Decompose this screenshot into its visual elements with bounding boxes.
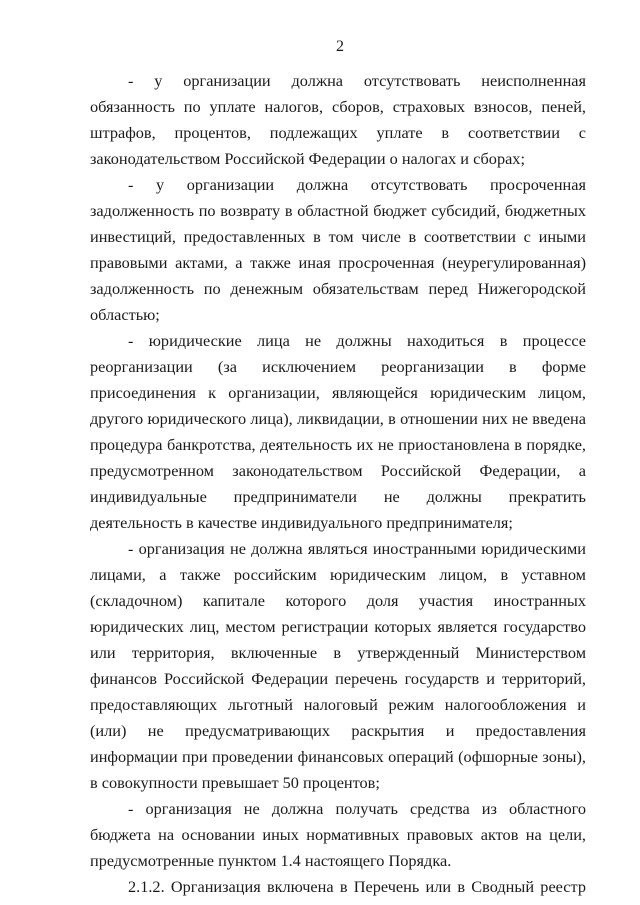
paragraph-foreign-entities: - организация не должна являться иностранными юридическими лицами, а также российским юридическим лицом, в уставном (складочном) капитале которого доля участия иностранных юридических лиц, местом регистрации которых является государство или территория, включенные в утвержденный Министерством финансов Российской Федерации перечень государств и территорий, предоставляющих льготный налоговый режим налогообложения и (или) не предусматривающих раскрытия и предоставления информации при проведении финансовых операций (офшорные зоны), в совокупности превышает 50 процентов; (90, 539, 586, 792)
paragraph-reorganization: - юридические лица не должны находиться в процессе реорганизации (за исключением реорганизации в форме присоединения к организации, являющейся юридическим лицом, другого юридического лица), ликвидации, в отношении них не введена процедура банкротства, деятельность их не приостановлена в порядке, предусмотренном законодательством Российской Федерации, а индивидуальные предприниматели не должны прекратить деятельность в качестве индивидуального предпринимателя; (90, 331, 586, 532)
paragraph-overdue-debt: - у организации должна отсутствовать просроченная задолженность по возврату в областной бюджет субсидий, бюджетных инвестиций, предоставленных в том числе в соответствии с иными правовыми актами, а также иная просроченная (неурегулированная) задолженность по денежным обязательствам перед Нижегородской областью; (90, 175, 586, 324)
document-body (90, 68, 586, 900)
page-number: 2 (336, 38, 344, 55)
paragraph-section-2-1-2: 2.1.2. Организация включена в Перечень или в Сводный реестр (128, 877, 586, 896)
paragraph-other-funding: - организация не должна получать средства из областного бюджета на основании иных нормативных правовых актов на цели, предусмотренные пунктом 1.4 настоящего Порядка. (90, 799, 586, 870)
paragraph-tax-obligations: - у организации должна отсутствовать неисполненная обязанность по уплате налогов, сборов, страховых взносов, пеней, штрафов, процентов, подлежащих уплате в соответствии с законодательством Российской Федерации о налогах и сборах; (90, 71, 586, 168)
